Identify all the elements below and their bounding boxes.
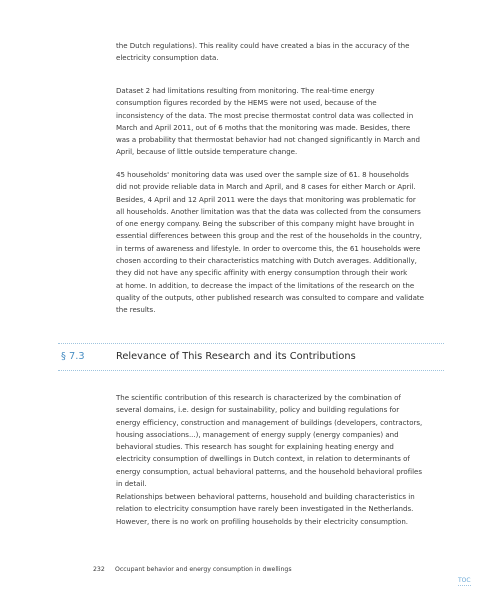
page-footer — [93, 566, 292, 573]
text-line: Besides, 4 April and 12 April 2011 were the days that monitoring was problematic for — [116, 194, 416, 204]
text-line: 45 households' monitoring data was used over the sample size of 61. 8 households — [116, 170, 409, 179]
text-line: the results. — [116, 305, 156, 315]
text-line: behavioral studies. This research has sought for explaining heating energy and — [116, 442, 394, 452]
text-line: quality of the outputs, other published research was consulted to compare and validate — [116, 292, 424, 302]
section-heading — [58, 343, 444, 373]
text-line: all households. Another limitation was that the data was collected from the consumers — [116, 206, 421, 216]
running-title: Occupant behavior and energy consumption in dwellings — [115, 566, 292, 573]
text-line: they did not have any specific affinity with energy consumption through their work — [116, 268, 408, 278]
text-line: electricity consumption data. — [116, 53, 219, 63]
text-line: The scientific contribution of this research is characterized by the combination of — [116, 393, 401, 402]
text-line: energy consumption, actual behavioral patterns, and the household behavioral profiles — [116, 466, 423, 476]
section-title: Relevance of This Research and its Contributions — [116, 351, 356, 362]
text-line: housing associations...), management of energy supply (energy companies) and — [116, 429, 399, 439]
text-line: was a probability that thermostat behavior had not changed significantly in March and — [116, 135, 421, 145]
paragraph-dataset1-continuation — [116, 40, 444, 65]
text-line: Dataset 2 had limitations resulting from monitoring. The real-time energy — [116, 86, 375, 95]
text-line: the Dutch regulations). This reality could have created a bias in the accuracy of the — [116, 41, 410, 50]
text-line: chosen according to their characteristics matching with Dutch averages. Additionally, — [116, 256, 417, 266]
text-line: essential differences between this group and the rest of the households in the country, — [116, 231, 422, 241]
text-line: Relationships between behavioral patterns, household and building characteristics in — [116, 492, 415, 501]
text-line: April, because of little outside temperature change. — [116, 147, 298, 157]
text-line: relation to electricity consumption have rarely been investigated in the Netherlands. — [116, 504, 414, 514]
section-rule-top — [58, 343, 444, 344]
paragraph-sample-size — [116, 169, 444, 317]
paragraph-scientific-contribution — [116, 392, 444, 490]
text-line: However, there is no work on profiling households by their electricity consumption. — [116, 516, 408, 526]
toc-link[interactable]: TOC — [458, 577, 471, 584]
section-rule-bottom — [58, 370, 444, 371]
text-line: March and April 2011, out of 6 moths that the monitoring was made. Besides, there — [116, 122, 411, 132]
text-line: inconsistency of the data. The most precise thermostat control data was collected in — [116, 110, 414, 120]
text-line: electricity consumption of dwellings in Dutch context, in relation to determinants of — [116, 454, 410, 464]
text-line: of one energy company. Being the subscriber of this company might have brought in — [116, 219, 415, 229]
paragraph-relationships — [116, 491, 444, 528]
text-line: did not provide reliable data in March and April, and 8 cases for either March or April. — [116, 182, 416, 192]
text-line: energy efficiency, construction and management of buildings (developers, contractors, — [116, 417, 423, 427]
text-line: consumption figures recorded by the HEMS were not used, because of the — [116, 98, 377, 108]
text-line: in terms of awareness and lifestyle. In order to overcome this, the 61 households were — [116, 243, 421, 253]
paragraph-dataset2-limitations — [116, 85, 444, 159]
page-number: 232 — [93, 566, 105, 573]
text-line: several domains, i.e. design for sustainability, policy and building regulations for — [116, 405, 400, 415]
text-line: in detail. — [116, 479, 147, 489]
text-line: at home. In addition, to decrease the impact of the limitations of the research on the — [116, 280, 415, 290]
section-number: § 7.3 — [61, 351, 85, 362]
